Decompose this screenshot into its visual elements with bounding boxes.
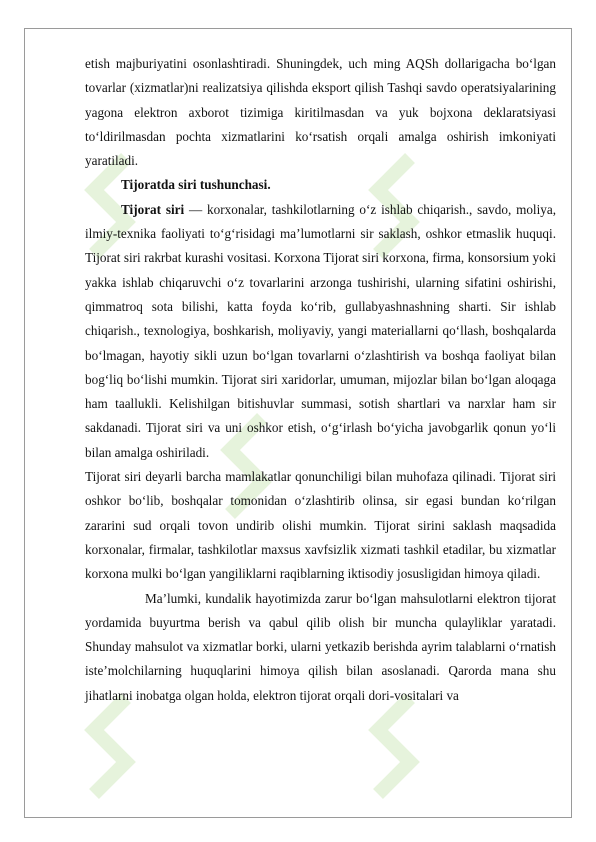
paragraph-2-text: — korxonalar, tashkilotlarning o‘z ishlab chiqarish., savdo, moliya, ilmiy-texnika faoliyati to‘g‘risidagi ma’lumotlarni sir saklash, oshkor etmaslik huquqi. Tijorat siri rakrbat kurashi vositasi. Korxona Tijorat siri korxona, firma, konsorsium yoki yakka ishlab chiqaruvchi o‘z tovarlarini arzonga tushirishi, ularning sifatini oshirishi, qimmatroq sota bilishi, katta foyda ko‘rib, gullabyashnashning sharti. Sir ishlab chiqarish., texnologiya, boshkarish, moliyaviy, yangi materiallarni qo‘llash, boshqalarda bo‘lmagan, hayotiy sikli uzun bo‘lgan tovarlarni o‘zlashtirish va boshqa faoliyat bilan bog‘liq bo‘lishi mumkin. Tijorat siri xaridorlar, umuman, mijozlar bilan bo‘lgan aloqaga ham taallukli. Kelishilgan bitishuvlar summasi, sotish shartlari va narxlar ham sir sakdanadi. Tijorat siri va uni oshkor etish, o‘g‘irlash bo‘yicha javobgarlik qonun yo‘li bilan amalga oshiriladi.	[85, 201, 556, 460]
page-body	[85, 52, 556, 708]
paragraph-2	[85, 198, 556, 465]
section-heading: Tijoratda siri tushunchasi.	[121, 177, 271, 193]
paragraph-1: etish majburiyatini osonlashtiradi. Shuningdek, uch ming AQSh dollarigacha bo‘lgan tovarlar (xizmatlar)ni realizatsiya qilishda eksport qilish Tashqi savdo operatsiyalarining yagona elektron axborot tizimiga kiritilmasdan va yuk bojxona deklaratsiyasi to‘ldirilmasdan pochta xizmatlarini ko‘rsatish orqali amalga oshirish imkoniyati yaratiladi.	[85, 56, 556, 169]
term-definition: Tijorat siri	[121, 201, 185, 217]
paragraph-3: Tijorat siri deyarli barcha mamlakatlar qonunchiligi bilan muhofaza qilinadi. Tijorat siri oshkor bo‘lib, boshqalar tomonidan o‘zlashtirib olinsa, sir egasi bundan ko‘rilgan zararini sud orqali tovon undirib olishi mumkin. Tijorat sirini saklash maqsadida korxonalar, firmalar, tashkilotlar maxsus xavfsizlik xizmati tashkil etadilar, bu xizmatlar korxona mulki bo‘lgan yangiliklarni raqiblarning iktisodiy josusligidan himoya qiladi.	[85, 469, 556, 582]
paragraph-4: Ma’lumki, kundalik hayotimizda zarur bo‘lgan mahsulotlarni elektron tijorat yordamida buyurtma berish va qabul qilib olish bir muncha qulayliklar yaratadi. Shunday mahsulot va xizmatlar borki, ularni yetkazib berishda ayrim talablarni o‘rnatish iste’molchilarning huquqlarini himoya qilish bilan asoslanadi. Qarorda mana shu jihatlarni inobatga olgan holda, elektron tijorat orqali dori-vositalari va	[85, 590, 556, 703]
